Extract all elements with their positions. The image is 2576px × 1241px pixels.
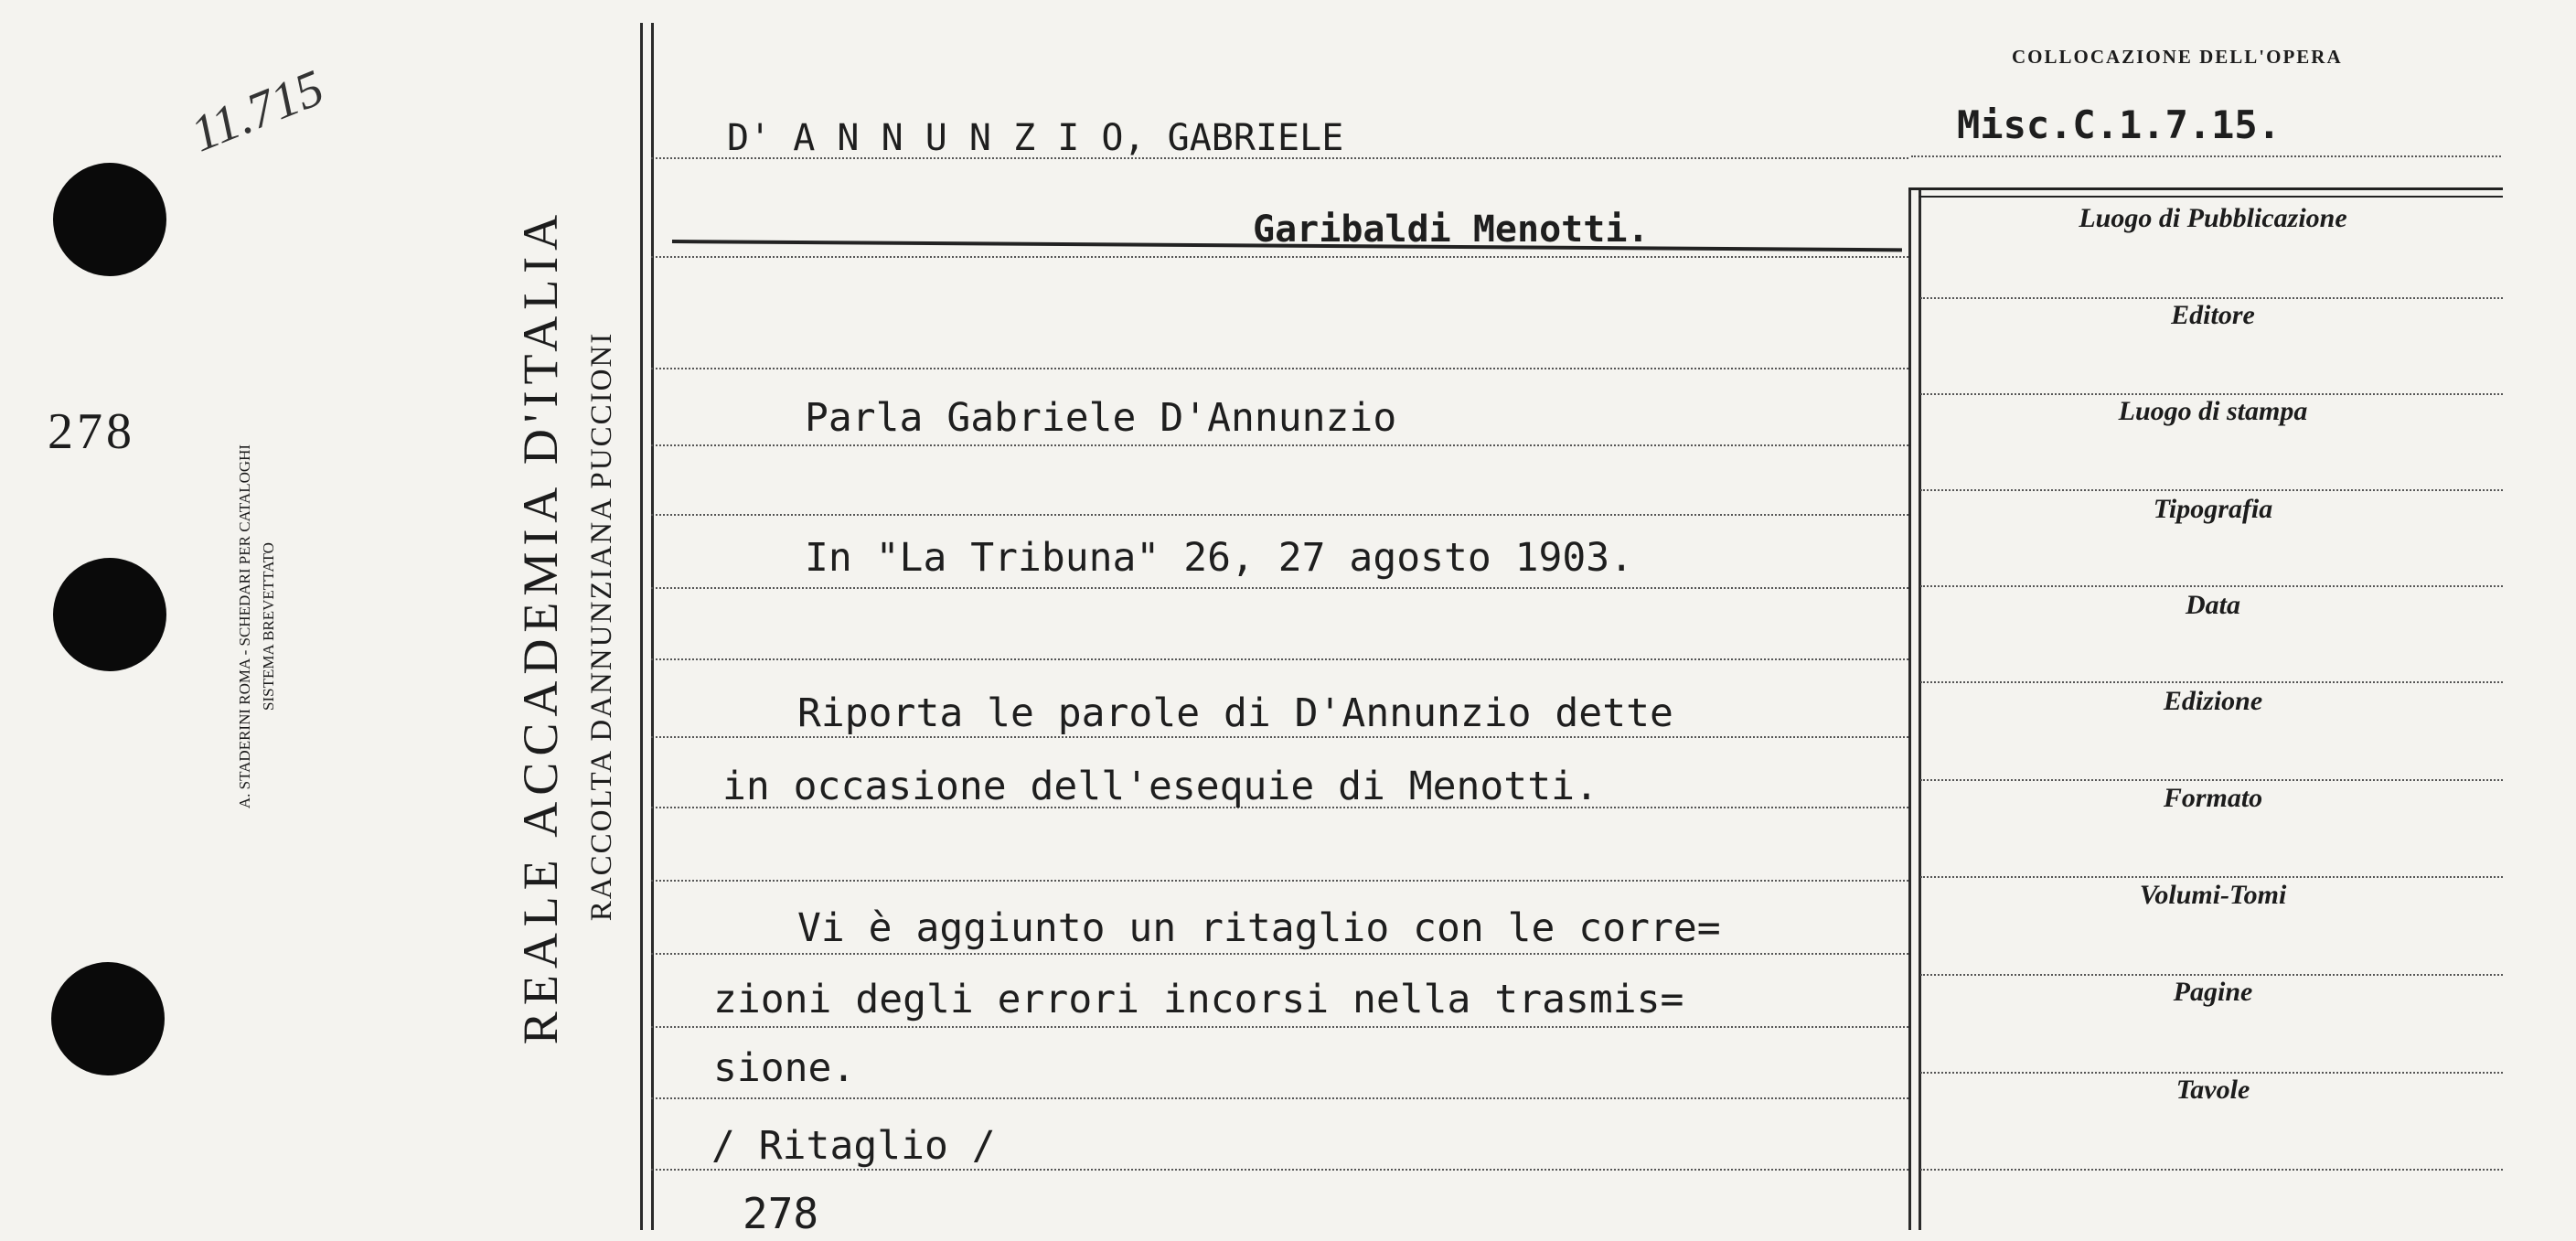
collocation-label: COLLOCAZIONE DELL'OPERA [2012, 46, 2343, 68]
punch-hole-bottom [51, 962, 165, 1075]
field-luogo-pubblicazione: Luogo di Pubblicazione [2079, 203, 2347, 233]
fields-box-top-inner [1919, 196, 2503, 198]
field-rule [1920, 681, 2503, 683]
printer-line-2: SISTEMA BREVETTATO [260, 542, 277, 711]
entry-source: In "La Tribuna" 26, 27 agosto 1903. [805, 535, 1634, 581]
field-volumi-tomi: Volumi-Tomi [2139, 880, 2287, 910]
rule [651, 444, 1908, 446]
rule [651, 587, 1908, 589]
collocation-value: Misc.C.1.7.15. [1957, 102, 2282, 147]
right-double-line-a [1908, 187, 1911, 1230]
field-rule [1920, 393, 2503, 395]
rule [651, 1097, 1908, 1099]
rule [651, 256, 1908, 258]
note2-line-1: Vi è aggiunto un ritaglio con le corre= [797, 905, 1721, 951]
note2-line-2: zioni degli errori incorsi nella trasmis= [713, 977, 1684, 1022]
field-formato: Formato [2163, 783, 2263, 813]
card-number: 278 [48, 403, 135, 460]
field-rule [1920, 779, 2503, 781]
field-rule [1920, 489, 2503, 491]
author-heading: D' A N N U N Z I O, GABRIELE [727, 117, 1344, 159]
rule [651, 1026, 1908, 1028]
fields-box-top [1908, 187, 2503, 190]
left-double-line-b [651, 23, 654, 1230]
collocation-rule [1911, 155, 2501, 157]
note-line-2: in occasione dell'esequie di Menotti. [722, 764, 1598, 809]
collection-name: RACCOLTA DANNUNZIANA PUCCIONI [585, 331, 618, 922]
field-data: Data [2186, 590, 2240, 620]
note2-line-3: sione. [713, 1045, 856, 1091]
field-luogo-stampa: Luogo di stampa [2118, 396, 2308, 426]
printer-line-1: A. STADERINI ROMA - SCHEDARI PER CATALOGHI [236, 444, 253, 809]
handwritten-number: 11.715 [183, 59, 332, 164]
rule [651, 736, 1908, 738]
punch-hole-top [53, 163, 166, 276]
field-rule [1920, 1169, 2503, 1171]
printer-imprint [233, 338, 281, 915]
note-line-1: Riporta le parole di D'Annunzio dette [797, 690, 1673, 736]
rule [651, 953, 1908, 955]
field-rule [1920, 297, 2503, 299]
rule [651, 658, 1908, 660]
subject-heading: Garibaldi Menotti. [1253, 209, 1650, 251]
rule [651, 514, 1908, 516]
rule [651, 1169, 1908, 1171]
rule [651, 880, 1908, 882]
rule [651, 368, 1908, 369]
field-edizione: Edizione [2163, 686, 2263, 716]
field-pagine: Pagine [2173, 977, 2253, 1007]
institution-name: REALE ACCADEMIA D'ITALIA [513, 208, 568, 1045]
field-rule [1920, 974, 2503, 976]
field-rule [1920, 876, 2503, 878]
clipping-note: / Ritaglio / [711, 1123, 996, 1169]
field-editore: Editore [2171, 300, 2255, 330]
left-double-line-a [640, 23, 643, 1230]
field-tipografia: Tipografia [2153, 494, 2273, 524]
bottom-number: 278 [743, 1189, 819, 1238]
field-rule [1920, 585, 2503, 587]
punch-hole-middle [53, 558, 166, 671]
field-tavole: Tavole [2175, 1075, 2250, 1105]
entry-title: Parla Gabriele D'Annunzio [805, 395, 1397, 441]
field-rule [1920, 1072, 2503, 1074]
